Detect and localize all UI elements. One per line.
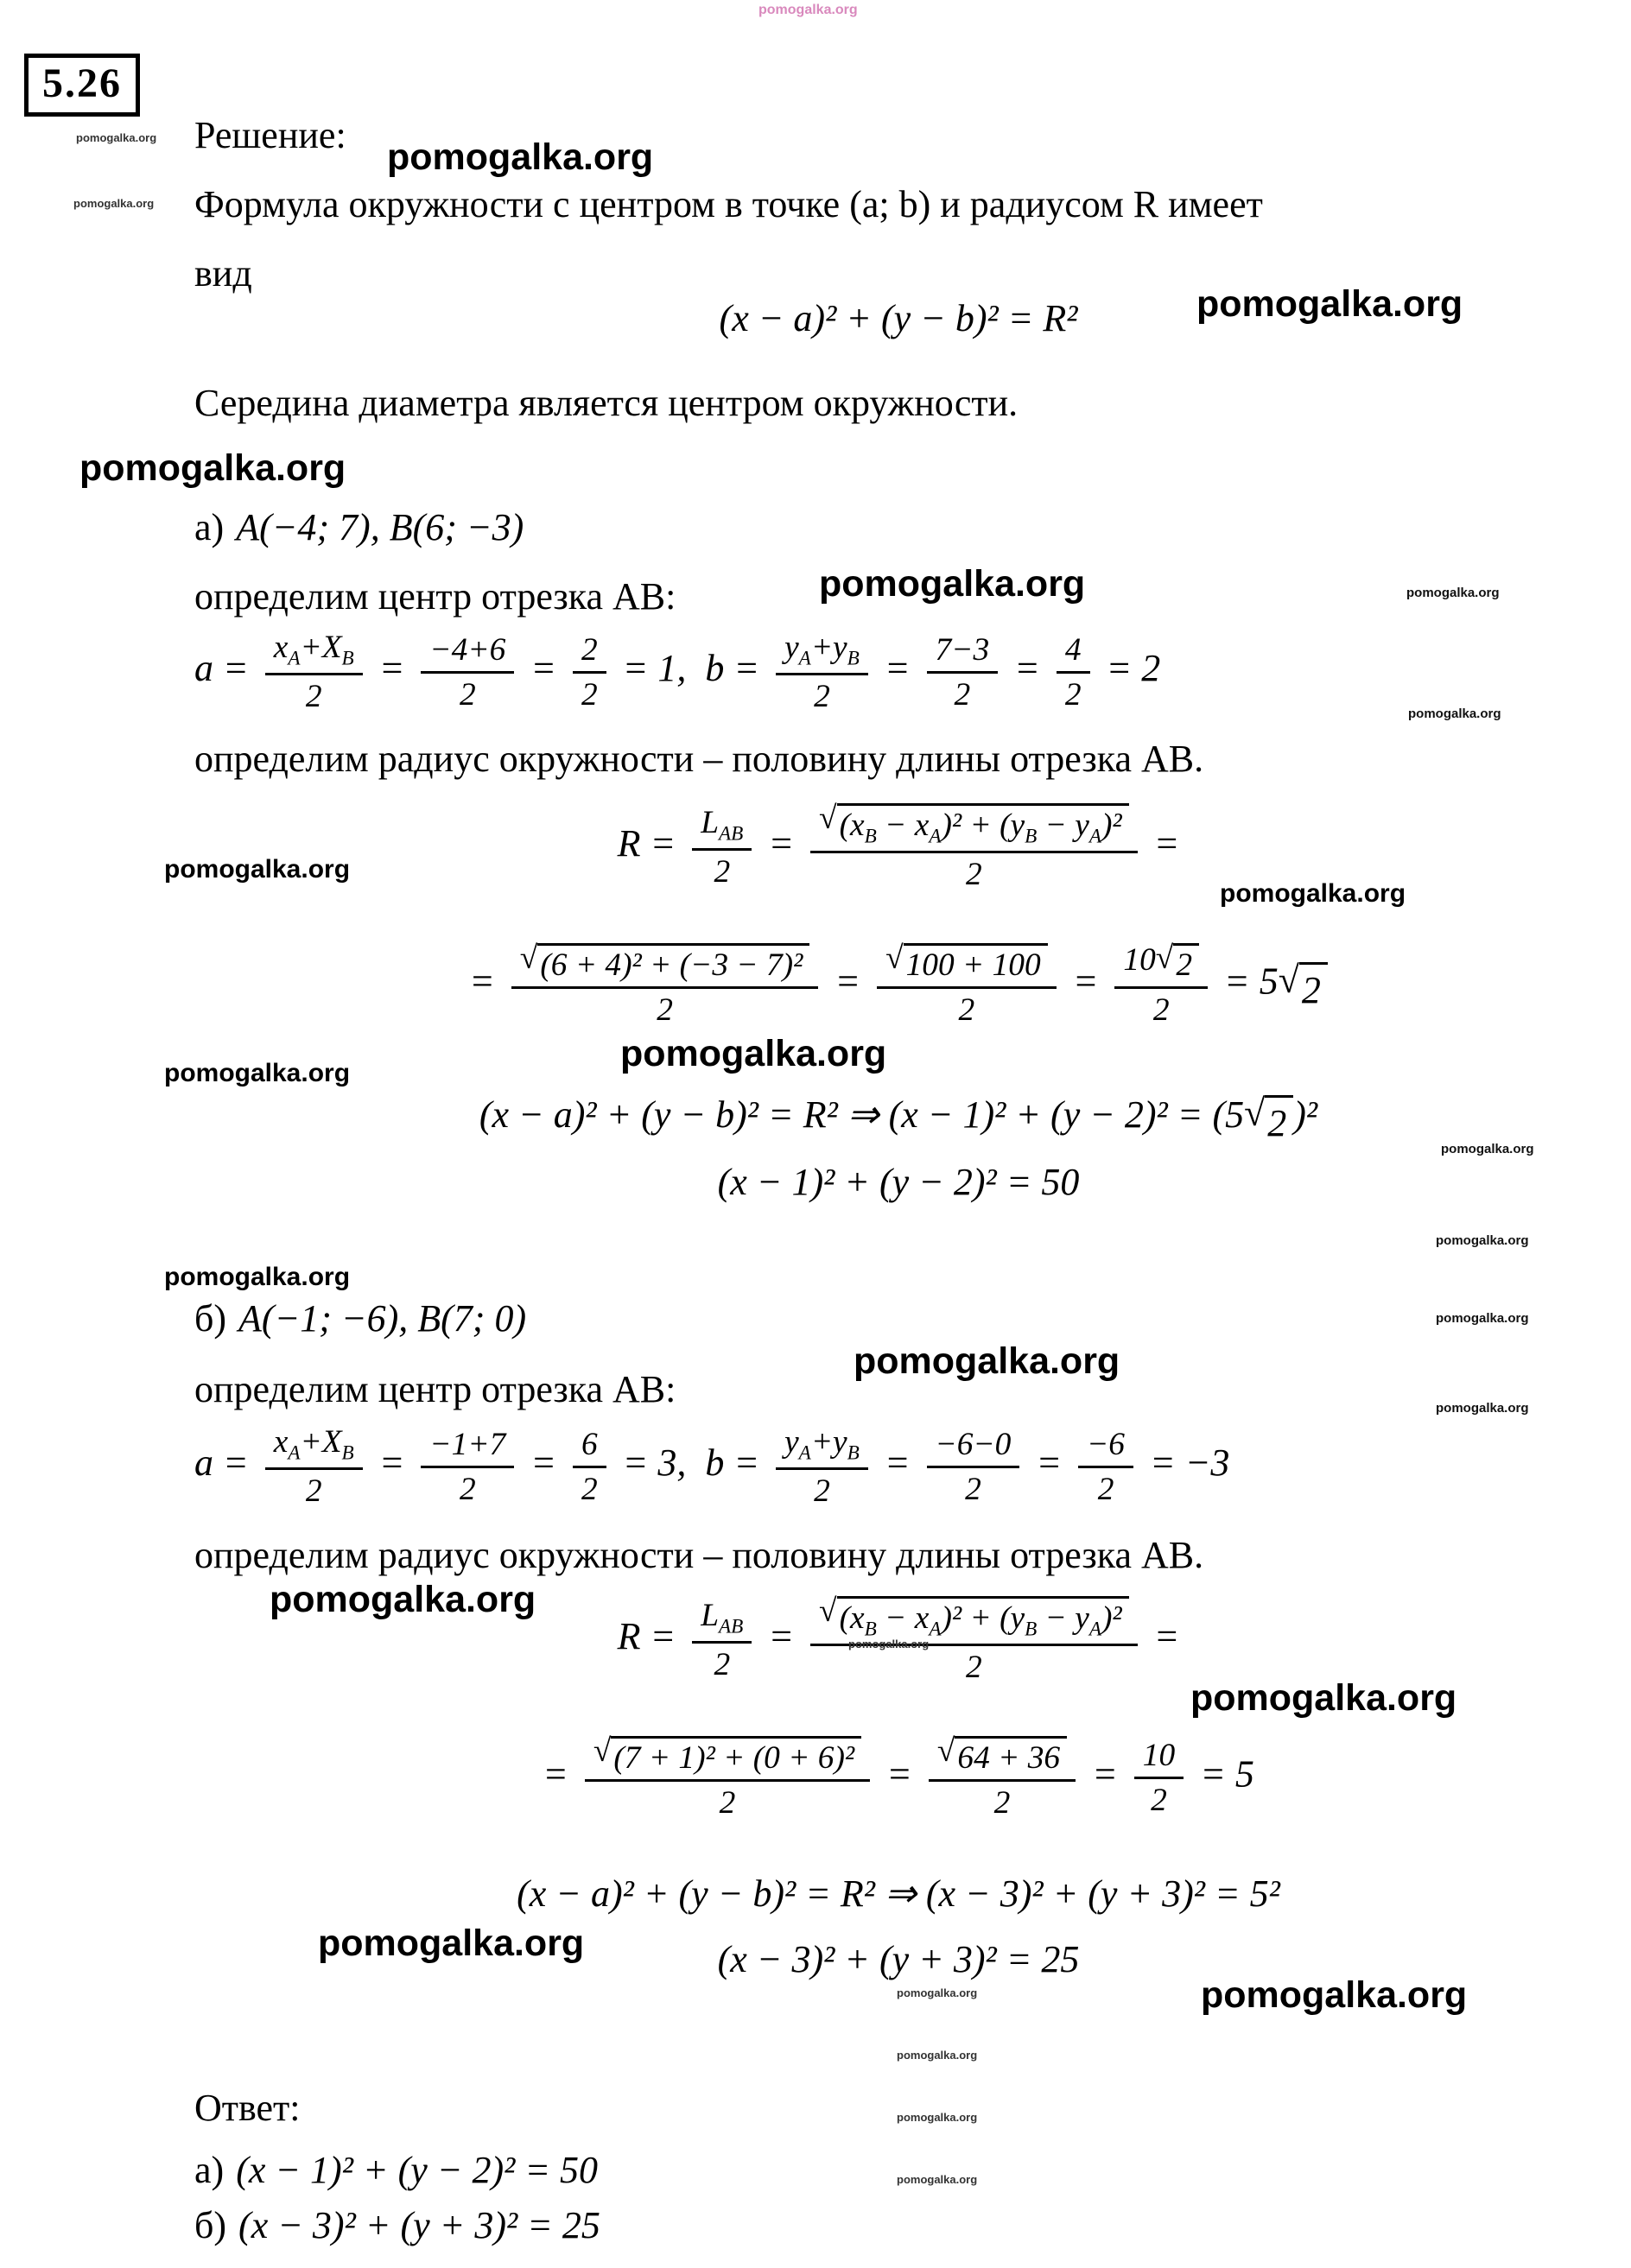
part-b-radius-formula: R = $\frac{L_{AB}}{2}$ = √ $(x_B - x_A)^2 + (y_B - y_A)^2$ 2 =: [617, 1593, 1180, 1686]
watermark: pomogalka.org: [758, 3, 858, 17]
part-a-center-line: определим центр отрезка AB:: [194, 575, 676, 618]
watermark: pomogalka.org: [164, 855, 351, 884]
watermark: pomogalka.org: [1406, 586, 1500, 600]
watermark: pomogalka.org: [854, 1340, 1120, 1382]
answer-a-value: (x − 1)² + (y − 2)² = 50: [236, 2149, 599, 2191]
watermark: pomogalka.org: [1196, 283, 1463, 325]
watermark: pomogalka.org: [1436, 1233, 1529, 1248]
answer-b-label: б): [194, 2204, 227, 2246]
part-b-radius-line: определим радиус окружности – половину длины отрезка AB.: [194, 1534, 1204, 1576]
part-a-points: A(−4; 7), B(6; −3): [236, 506, 524, 548]
watermark: pomogalka.org: [1408, 706, 1501, 721]
watermark: pomogalka.org: [897, 2111, 978, 2124]
center-note: Середина диаметра является центром окружности.: [194, 382, 1019, 424]
part-a-substitution: (x − a)² + (y − b)² = R² ⇒ (x − 1)² + (y − 2)² = (5 √ 2 )²: [194, 1090, 1602, 1148]
watermark: pomogalka.org: [897, 2049, 978, 2062]
watermark: pomogalka.org: [164, 1263, 351, 1291]
watermark: pomogalka.org: [270, 1579, 536, 1620]
part-a-heading: [194, 503, 1602, 552]
watermark: pomogalka.org: [73, 197, 155, 210]
answer-a: [194, 2145, 1602, 2195]
solution-heading: Решение:: [194, 114, 346, 156]
watermark: pomogalka.org: [318, 1923, 585, 1964]
watermark: pomogalka.org: [1436, 1401, 1529, 1416]
answer-heading: Ответ:: [194, 2087, 301, 2129]
part-a-result: (x − 1)² + (y − 2)² = 50: [717, 1161, 1080, 1203]
part-b-substitution: (x − a)² + (y − b)² = R² ⇒ (x − 3)² + (y + 3)² = 5²: [517, 1872, 1280, 1915]
watermark: pomogalka.org: [897, 2173, 978, 2186]
circle-formula: (x − a)² + (y − b)² = R²: [719, 297, 1078, 339]
part-a-label: а): [194, 506, 225, 548]
problem-number: 5.26: [42, 60, 122, 106]
watermark: pomogalka.org: [76, 131, 157, 144]
answer-b: [194, 2201, 1602, 2250]
watermark: pomogalka.org: [1190, 1677, 1457, 1719]
watermark: pomogalka.org: [1441, 1142, 1534, 1156]
answer-b-value: (x − 3)² + (y + 3)² = 25: [238, 2204, 600, 2246]
part-a-radius-formula: R = $\frac{L_{AB}}{2}$ = √ $(x_B - x_A)^2 + (y_B - y_A)^2$ 2 =: [617, 801, 1180, 893]
answer-a-label: а): [194, 2149, 225, 2191]
watermark: pomogalka.org: [848, 1638, 930, 1650]
part-a-center-calc: a = $\frac{x_A+X_B}{2}$ = $\frac{-4+6}{2}$ = $\frac{2}{2}$ = 1, b = $\frac{y_A+y_B}{2}$ = $\frac{7-3}{2}$ = $\frac{4}{2}$ = 2: [194, 630, 1161, 715]
watermark: pomogalka.org: [1220, 879, 1406, 908]
part-b-center-calc: a = $\frac{x_A+X_B}{2}$ = $\frac{-1+7}{2}$ = $\frac{6}{2}$ = 3, b = $\frac{y_A+y_B}{2}$ = $\frac{-6-0}{2}$ = $\frac{-6}{2}$ = −3: [194, 1424, 1230, 1510]
watermark: pomogalka.org: [79, 447, 346, 489]
part-b-radius-calc: = √ (7 + 1)² + (0 + 6)² 2 = √ 64 + 36 2 = $\frac{10}{2}$ = 5: [543, 1733, 1254, 1821]
watermark: pomogalka.org: [897, 1986, 978, 1999]
watermark: pomogalka.org: [1436, 1311, 1529, 1326]
part-b-center-line: определим центр отрезка AB:: [194, 1368, 676, 1410]
part-b-points: A(−1; −6), B(7; 0): [238, 1297, 527, 1340]
watermark: pomogalka.org: [387, 136, 654, 178]
watermark: pomogalka.org: [819, 563, 1086, 605]
intro-line-2: вид: [194, 252, 252, 295]
problem-number-box: [24, 54, 140, 117]
part-b-heading: [194, 1294, 1602, 1343]
watermark: pomogalka.org: [1201, 1974, 1468, 2016]
part-a-radius-line: определим радиус окружности – половину длины отрезка AB.: [194, 738, 1204, 780]
part-b-result: (x − 3)² + (y + 3)² = 25: [717, 1938, 1080, 1980]
watermark: pomogalka.org: [620, 1033, 887, 1074]
part-a-radius-calc: = √ (6 + 4)² + (−3 − 7)² 2 = √ 100 + 100 2 = 10 √ 2 2 = 5 √ 2: [194, 941, 1602, 1029]
part-b-label: б): [194, 1297, 227, 1340]
watermark: pomogalka.org: [164, 1059, 351, 1087]
intro-line-1: Формула окружности с центром в точке (a; b) и радиусом R имеет: [194, 183, 1263, 225]
